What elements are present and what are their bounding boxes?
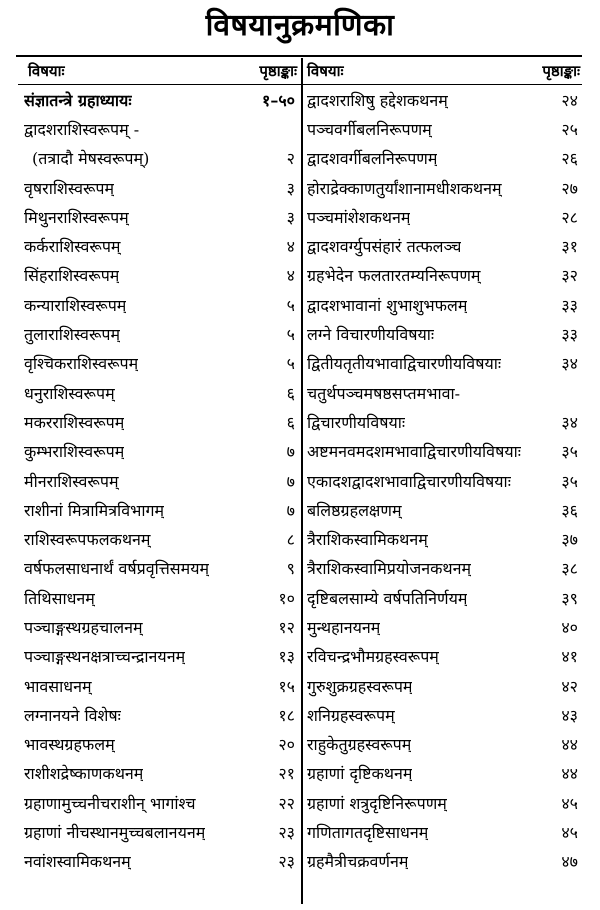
toc-entry (18, 349, 301, 378)
toc-entry (18, 554, 301, 583)
entry-page-number: ४५ (561, 793, 578, 813)
entry-page-number: २४ (561, 90, 578, 110)
entry-title: द्वादशवर्ग्युपसंहारं तत्फलञ्च (307, 237, 462, 257)
entry-page-number: ३४ (561, 354, 578, 374)
toc-entry (18, 671, 301, 700)
toc-entry (18, 759, 301, 788)
toc-entry (18, 231, 301, 260)
toc-entry (303, 466, 582, 495)
entry-page-number: ५ (286, 295, 295, 315)
toc-entry (303, 583, 582, 612)
entry-page-number: २६ (561, 149, 578, 169)
entry-page-number: ३२ (561, 266, 578, 286)
toc-entry (303, 349, 582, 378)
entry-title: कुम्भराशिस्वरूपम् (24, 442, 125, 462)
entry-title: पञ्चवर्गीबलनिरूपणम् (307, 119, 432, 139)
entry-title: पञ्चाङ्गस्थनक्षत्राच्चन्द्रानयनम् (24, 647, 186, 667)
entry-page-number: ३६ (561, 500, 578, 520)
entry-page-number: ३४ (561, 412, 578, 432)
page-heading: पृष्ठाङ्काः (542, 62, 580, 80)
entry-title: राहुकेतुग्रहस्वरूपम् (307, 735, 412, 755)
entry-page-number: २२ (278, 793, 295, 813)
entry-page-number: ३ (286, 207, 295, 227)
entry-title: होराद्रेक्काणतुर्यांशानामधीशकथनम् (307, 178, 502, 198)
entry-title: धनुराशिस्वरूपम् (24, 383, 115, 403)
entry-title: वृश्चिकराशिस्वरूपम् (24, 354, 139, 374)
entry-title: मीनराशिस्वरूपम् (24, 471, 119, 491)
left-column-header (18, 58, 301, 85)
entry-page-number: ४१ (561, 647, 578, 667)
entry-page-number: १२ (278, 617, 295, 637)
toc-entry (303, 231, 582, 260)
entry-page-number: २७ (561, 178, 578, 198)
entry-title: वर्षफलसाधनार्थं वर्षप्रवृत्तिसमयम् (24, 559, 210, 579)
entry-title: एकादशद्वादशभावाद्विचारणीयविषयाः (307, 471, 511, 491)
entry-page-number: ४२ (561, 676, 578, 696)
toc-entry (18, 612, 301, 641)
entry-title: गुरुशुक्रग्रहस्वरूपम् (307, 676, 413, 696)
toc-entry (18, 700, 301, 729)
subject-heading: विषयाः (307, 62, 344, 80)
entry-page-number: ७ (286, 442, 295, 462)
toc-entry (303, 290, 582, 319)
toc-entry (18, 524, 301, 553)
entry-title: तिथिसाधनम् (24, 588, 95, 608)
entry-page-number: ४४ (561, 735, 578, 755)
entry-title: पञ्चमांशेशकथनम् (307, 207, 411, 227)
entry-title: भावसाधनम् (24, 676, 92, 696)
left-column (18, 58, 301, 876)
toc-entry (303, 847, 582, 876)
entry-title: तुलाराशिस्वरूपम् (24, 325, 121, 345)
entry-page-number: २८ (561, 207, 578, 227)
entry-title: ग्रहाणां शत्रुदृष्टिनिरूपणम् (307, 793, 447, 813)
toc-entry (18, 202, 301, 231)
entry-title: द्वादशभावानां शुभाशुभफलम् (307, 295, 468, 315)
entry-title: दृष्टिबलसाम्ये वर्षपतिनिर्णयम् (307, 588, 468, 608)
entry-title: द्वादशराशिषु हद्देशकथनम् (307, 90, 448, 110)
subject-heading: विषयाः (28, 62, 65, 80)
entry-page-number: ३९ (561, 588, 578, 608)
entry-page-number: ३५ (561, 442, 578, 462)
entry-title: लग्नानयने विशेषः (24, 705, 121, 725)
entry-title: मुन्थहानयनम् (307, 617, 381, 637)
toc-entry (18, 378, 301, 407)
entry-title: राशिस्वरूपफलकथनम् (24, 530, 151, 550)
entry-title: नवांशस्वामिकथनम् (24, 852, 131, 872)
entry-page-number: २१ (278, 764, 295, 784)
entry-page-number: ३३ (561, 295, 578, 315)
entry-title: द्वादशवर्गीबलनिरूपणम् (307, 149, 438, 169)
entry-title: रविचन्द्रभौमग्रहस्वरूपम् (307, 647, 439, 667)
entry-page-number: १८ (278, 705, 295, 725)
entry-title: ग्रहमैत्रीचक्रवर्णनम् (307, 852, 409, 872)
entry-title: द्वादशराशिस्वरूपम् - (24, 119, 140, 139)
toc-entry (18, 319, 301, 348)
entry-title: मकरराशिस्वरूपम् (24, 412, 125, 432)
toc-entry (303, 554, 582, 583)
entry-page-number: ४ (286, 237, 295, 257)
entry-page-number: ७ (286, 471, 295, 491)
entry-title: वृषराशिस्वरूपम् (24, 178, 115, 198)
right-entries-list (303, 85, 582, 876)
entry-title: राशीशद्रेष्काणकथनम् (24, 764, 144, 784)
toc-entry (18, 817, 301, 846)
toc-entry (18, 495, 301, 524)
entry-page-number: २० (278, 735, 295, 755)
toc-entry (18, 730, 301, 759)
toc-entry (303, 202, 582, 231)
toc-entry (18, 407, 301, 436)
entry-title: लग्ने विचारणीयविषयाः (307, 325, 435, 345)
toc-entry (303, 700, 582, 729)
entry-page-number: ५ (286, 325, 295, 345)
entry-title: त्रैराशिकस्वामिकथनम् (307, 530, 428, 550)
entry-page-number: ३३ (561, 325, 578, 345)
toc-entry (18, 583, 301, 612)
toc-entry (303, 114, 582, 143)
toc-entry (18, 85, 301, 114)
entry-page-number: ५ (286, 354, 295, 374)
entry-title: द्वितीयतृतीयभावाद्विचारणीयविषयाः (307, 354, 502, 374)
toc-entry (303, 612, 582, 641)
toc-entry (303, 671, 582, 700)
toc-entry (18, 847, 301, 876)
toc-entry (303, 319, 582, 348)
entry-page-number: २३ (278, 823, 295, 843)
toc-entry (303, 495, 582, 524)
toc-entry (303, 788, 582, 817)
entry-title: अष्टमनवमदशमभावाद्विचारणीयविषयाः (307, 442, 521, 462)
toc-entry (18, 466, 301, 495)
toc-entry (18, 642, 301, 671)
toc-entry (303, 407, 582, 436)
entry-page-number: ३५ (561, 471, 578, 491)
entry-page-number: २३ (278, 852, 295, 872)
toc-entry (18, 290, 301, 319)
right-column-header (303, 58, 582, 85)
entry-title: भावस्थग्रहफलम् (24, 735, 115, 755)
toc-entry (303, 144, 582, 173)
entry-page-number: ४७ (561, 852, 578, 872)
entry-page-number: ८ (286, 530, 295, 550)
entry-title: चतुर्थपञ्चमषष्ठसप्तमभावा- (307, 383, 461, 403)
entry-title: राशीनां मित्रामित्रविभागम् (24, 500, 165, 520)
toc-entry (18, 114, 301, 143)
entry-page-number: ३१ (561, 237, 578, 257)
entry-page-number: ६ (286, 383, 295, 403)
entry-page-number: १० (278, 588, 295, 608)
entry-page-number: ४३ (561, 705, 578, 725)
entry-page-number: ९ (286, 559, 295, 579)
entry-title: ग्रहाणां दृष्टिकथनम् (307, 764, 413, 784)
entry-title: द्विचारणीयविषयाः (307, 412, 406, 432)
entry-page-number: १–५० (262, 90, 295, 110)
toc-entry (303, 173, 582, 202)
entry-title: शनिग्रहस्वरूपम् (307, 705, 395, 725)
left-entries-list (18, 85, 301, 876)
entry-page-number: ३८ (561, 559, 578, 579)
entry-title: मिथुनराशिस्वरूपम् (24, 207, 129, 227)
entry-page-number: ७ (286, 500, 295, 520)
page-heading: पृष्ठाङ्काः (259, 62, 297, 80)
page-title: विषयानुक्रमणिका (205, 8, 395, 43)
entry-title: गणितागतदृष्टिसाधनम् (307, 823, 429, 843)
entry-title: पञ्चाङ्गस्थग्रहचालनम् (24, 617, 143, 637)
entry-title: (तत्रादौ मेषस्वरूपम्) (32, 149, 150, 169)
toc-entry (303, 261, 582, 290)
entry-title: कन्याराशिस्वरूपम् (24, 295, 127, 315)
toc-entry (303, 817, 582, 846)
entry-page-number: १३ (278, 647, 295, 667)
entry-page-number: २५ (561, 119, 578, 139)
entry-page-number: ४ (286, 266, 295, 286)
entry-title: ग्रहाणामुच्चनीचराशीन् भागांश्च (24, 793, 196, 813)
entry-title: संज्ञातन्त्रे ग्रहाध्यायः (24, 90, 132, 110)
entry-title: ग्रहभेदेन फलतारतम्यनिरूपणम् (307, 266, 481, 286)
toc-entry (303, 642, 582, 671)
toc-entry (303, 524, 582, 553)
toc-entry (18, 788, 301, 817)
entry-page-number: २ (286, 149, 295, 169)
toc-entry (303, 85, 582, 114)
entry-page-number: ४० (561, 617, 578, 637)
entry-title: सिंहराशिस्वरूपम् (24, 266, 120, 286)
toc-entry (18, 437, 301, 466)
toc-entry (303, 378, 582, 407)
toc-entry (18, 261, 301, 290)
entry-title: बलिष्ठग्रहलक्षणम् (307, 500, 402, 520)
entry-title: ग्रहाणां नीचस्थानमुच्चबलानयनम् (24, 823, 206, 843)
toc-entry (18, 144, 301, 173)
entry-page-number: ४५ (561, 823, 578, 843)
toc-entry (303, 730, 582, 759)
entry-page-number: १५ (278, 676, 295, 696)
right-column (301, 58, 582, 904)
entry-page-number: ३७ (561, 530, 578, 550)
toc-entry (18, 173, 301, 202)
entry-title: कर्कराशिस्वरूपम् (24, 237, 121, 257)
entry-page-number: ६ (286, 412, 295, 432)
entry-page-number: ४४ (561, 764, 578, 784)
toc-entry (303, 759, 582, 788)
toc-entry (303, 437, 582, 466)
title-divider (16, 55, 582, 57)
entry-page-number: ३ (286, 178, 295, 198)
entry-title: त्रैराशिकस्वामिप्रयोजनकथनम् (307, 559, 472, 579)
